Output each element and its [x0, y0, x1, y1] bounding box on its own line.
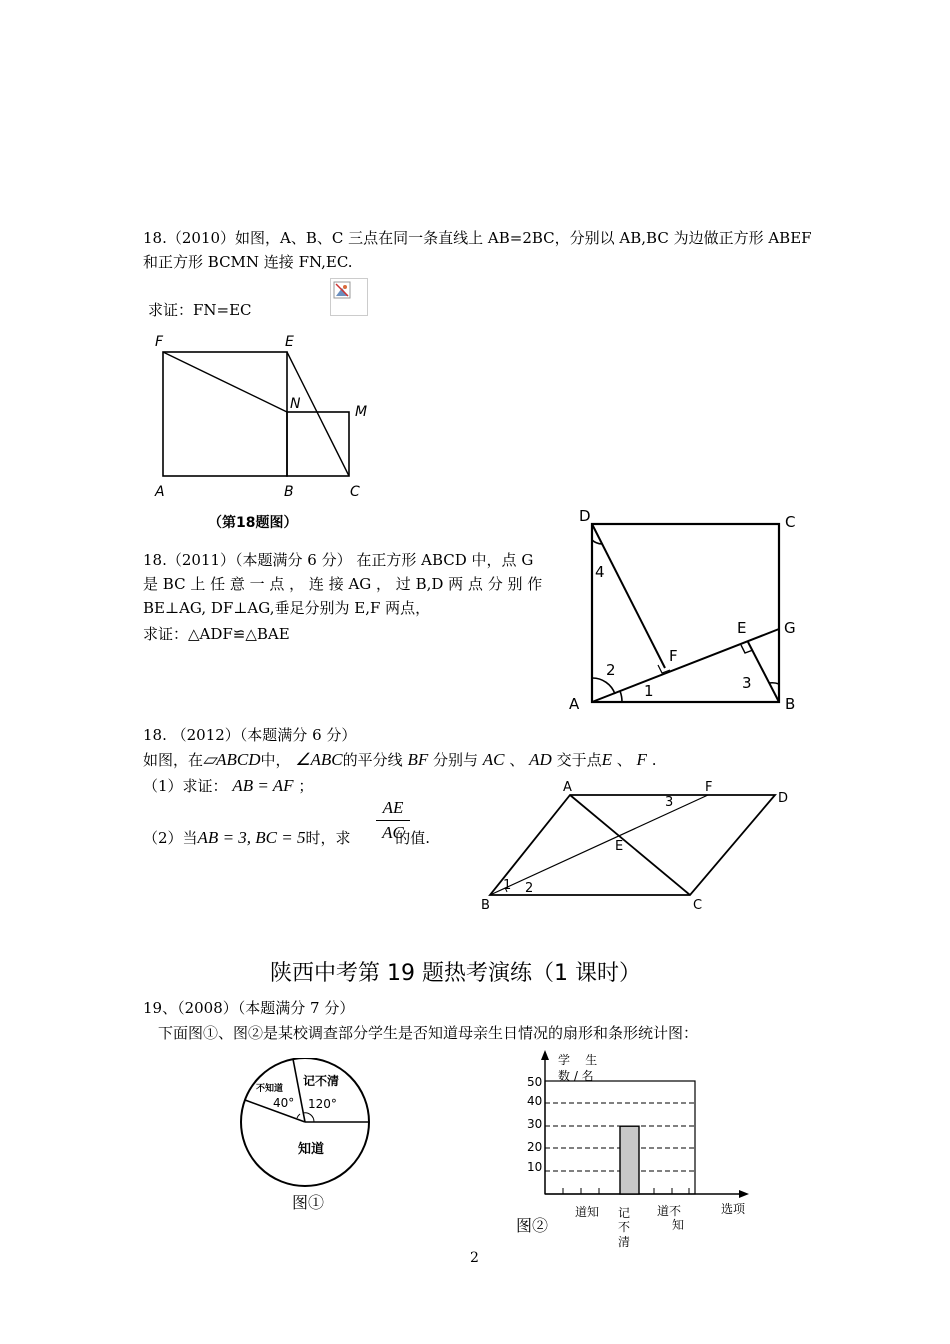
label-F: F: [669, 647, 678, 665]
label-N: N: [290, 396, 301, 412]
q18b-line2: 是 BC 上 任 意 一 点 ， 连 接 AG ， 过 B,D 两 点 分 别 作: [143, 575, 543, 593]
pie-angle-unknown: 40°: [273, 1096, 295, 1110]
pie-label-forget: 记不清: [303, 1074, 340, 1088]
tick-40: 40: [527, 1094, 543, 1108]
label-G: G: [784, 619, 796, 637]
q18c-line2: 如图，在▱ABCD中， ∠ABC的平分线 BF 分别与 AC 、 AD 交于点E 、 F .: [143, 750, 657, 769]
q18c-line1: 18. （2012）（本题满分 6 分）: [143, 726, 357, 744]
cat-forget-1: 记: [618, 1206, 631, 1220]
pie-caption: 图①: [292, 1193, 325, 1212]
label-3: 3: [665, 795, 674, 810]
broken-image-icon: [330, 278, 368, 316]
label-1: 1: [503, 878, 512, 893]
q18a-line1: 18.（2010）如图，A、B、C 三点在同一条直线上 AB=2BC，分别以 AB,BC 为边做正方形 ABEF: [143, 229, 812, 247]
cat-know: 道知: [575, 1205, 600, 1219]
label-C: C: [350, 484, 360, 500]
y-axis-label-1: 学 生: [558, 1053, 598, 1067]
q18c-fraction: AE AC: [376, 798, 410, 843]
page-number: 2: [470, 1250, 479, 1266]
label-M: M: [355, 404, 368, 420]
q18c-part2: （2）当AB = 3, BC = 5时，求 的值.: [143, 828, 431, 847]
label-D: D: [778, 791, 789, 806]
label-2: 2: [606, 661, 616, 679]
q18c-part1: （1）求证： AB = AF ；: [143, 776, 314, 795]
bar-caption: 图②: [516, 1216, 549, 1235]
pie-label-unknown: 不知道: [256, 1084, 284, 1094]
label-C: C: [785, 513, 796, 531]
label-B: B: [785, 695, 796, 713]
pie-angle-forget: 120°: [308, 1097, 337, 1111]
label-4: 4: [595, 563, 605, 581]
cat-unknown-1: 道不: [657, 1204, 682, 1218]
q18b-line3: BE⊥AG, DF⊥AG,垂足分别为 E,F 两点，: [143, 599, 431, 617]
cat-unknown-2: 知: [672, 1218, 685, 1232]
q18c-figure: [475, 775, 805, 915]
q18b-line1: 18.（2011）（本题满分 6 分） 在正方形 ABCD 中，点 G: [143, 551, 534, 569]
label-B: B: [481, 898, 490, 913]
label-3: 3: [742, 674, 752, 692]
label-F: F: [155, 334, 164, 350]
label-B: B: [284, 484, 294, 500]
section-title: 陕西中考第 19 题热考演练（1 课时）: [270, 961, 641, 986]
x-axis-label: 选项: [721, 1202, 746, 1216]
tick-30: 30: [527, 1117, 543, 1131]
pie-chart: [240, 1058, 380, 1188]
q18a-figure: [150, 330, 380, 510]
q18a-prove: 求证：FN=EC: [148, 301, 252, 319]
y-axis-label-2: 数 / 名: [558, 1069, 594, 1083]
tick-20: 20: [527, 1140, 543, 1154]
tick-50: 50: [527, 1075, 543, 1089]
q18a-caption: （第18题图）: [208, 515, 298, 531]
label-F: F: [705, 780, 713, 795]
label-C: C: [693, 898, 703, 913]
label-A: A: [563, 780, 572, 795]
label-1: 1: [644, 682, 654, 700]
label-A: A: [569, 695, 580, 713]
label-D: D: [579, 507, 591, 525]
bar-forget: [620, 1126, 639, 1194]
q18a-line2: 和正方形 BCMN 连接 FN,EC.: [143, 253, 353, 271]
tick-10: 10: [527, 1160, 543, 1174]
label-A: A: [155, 484, 165, 500]
label-E: E: [737, 619, 747, 637]
cat-forget-3: 清: [618, 1235, 631, 1249]
label-E: E: [615, 839, 624, 854]
label-2: 2: [525, 881, 534, 896]
q18b-figure: [565, 505, 805, 715]
q19-line1: 19、（2008）（本题满分 7 分）: [143, 999, 355, 1017]
pie-label-know: 知道: [298, 1142, 325, 1157]
cat-forget-2: 不: [618, 1220, 631, 1234]
q19-line2: 下面图①、图②是某校调查部分学生是否知道母亲生日情况的扇形和条形统计图：: [158, 1024, 699, 1042]
q18b-prove: 求证：△ADF≌△BAE: [143, 625, 290, 643]
label-E: E: [285, 334, 294, 350]
